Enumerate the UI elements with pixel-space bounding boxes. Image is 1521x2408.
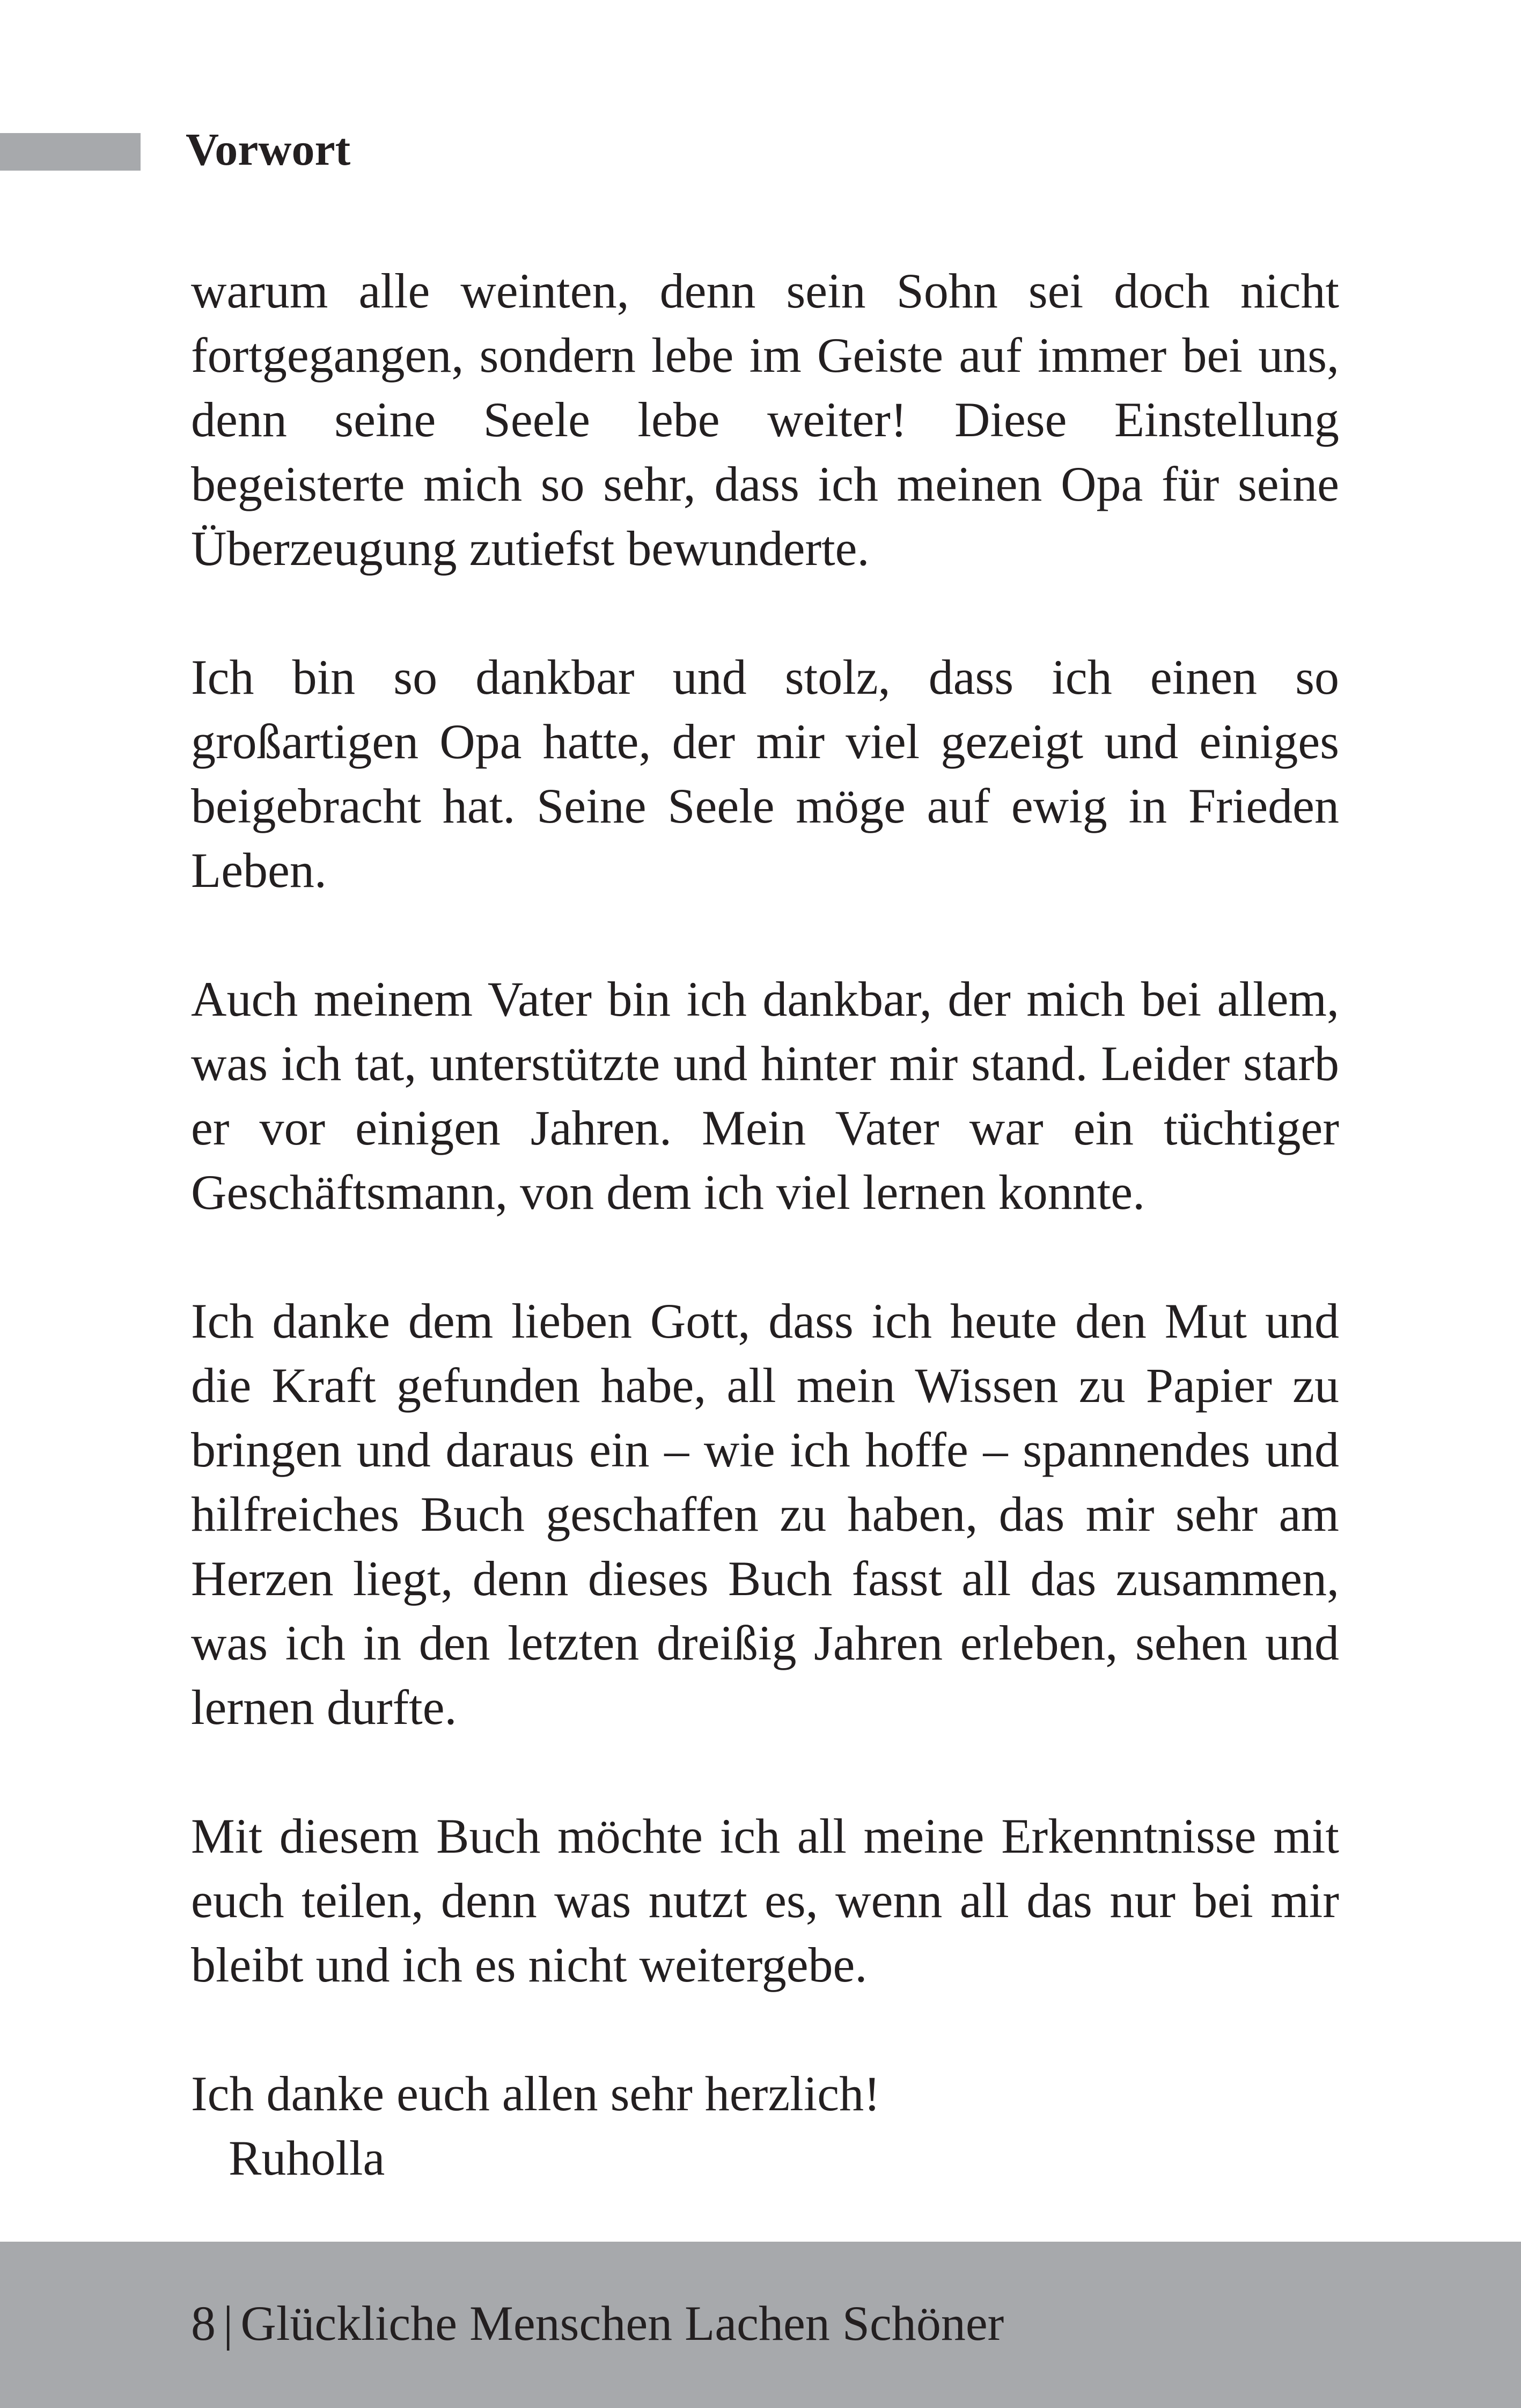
- page-number: 8: [191, 2296, 216, 2351]
- paragraph-4: Ich danke dem lieben Gott, dass ich heute den Mut und die Kraft gefunden habe, all mein Wissen zu Papier zu bringen und daraus ein – wie ich hoffe – spannendes und hilfreiches Buch geschaffen zu haben, das mir sehr am Herzen liegt, denn dieses Buch fasst all das zusammen, was ich in den letzten dreißig Jahren erleben, sehen und lernen durfte.: [191, 1294, 1339, 1735]
- paragraph-1: warum alle weinten, denn sein Sohn sei doch nicht fortgegangen, sondern lebe im Geiste auf immer bei uns, denn seine Seele lebe weiter! Diese Einstellung begeisterte mich so sehr, dass ich meinen Opa für seine Überzeugung zutiefst bewunderte.: [191, 263, 1339, 576]
- signature: Ruholla: [229, 2131, 385, 2185]
- paragraph-2: Ich bin so dankbar und stolz, dass ich einen so großartigen Opa hatte, der mir viel gezeigt und einiges beigebracht hat. Seine Seele möge auf ewig in Frieden Leben.: [191, 650, 1339, 898]
- paragraph-3: Auch meinem Vater bin ich dankbar, der mich bei allem, was ich tat, unterstützte und hinter mir stand. Leider starb er vor einigen Jahren. Mein Vater war ein tüchtiger Geschäftsmann, von dem ich viel lernen konnte.: [191, 972, 1339, 1220]
- section-title: Vorwort: [186, 123, 351, 175]
- footer-band: [0, 2242, 1521, 2408]
- book-title: Glückliche Menschen Lachen Schöner: [240, 2296, 1004, 2351]
- paragraph-5: Mit diesem Buch möchte ich all meine Erkenntnisse mit euch teilen, denn was nutzt es, wenn all das nur bei mir bleibt und ich es nicht weitergebe.: [191, 1809, 1339, 1992]
- header-accent-bar: [0, 133, 141, 171]
- closing-line: Ich danke euch allen sehr herzlich!: [191, 2066, 880, 2121]
- footer-separator: |: [223, 2296, 233, 2351]
- footer-running-title: [191, 2291, 1004, 2355]
- body-text: [191, 259, 1339, 2190]
